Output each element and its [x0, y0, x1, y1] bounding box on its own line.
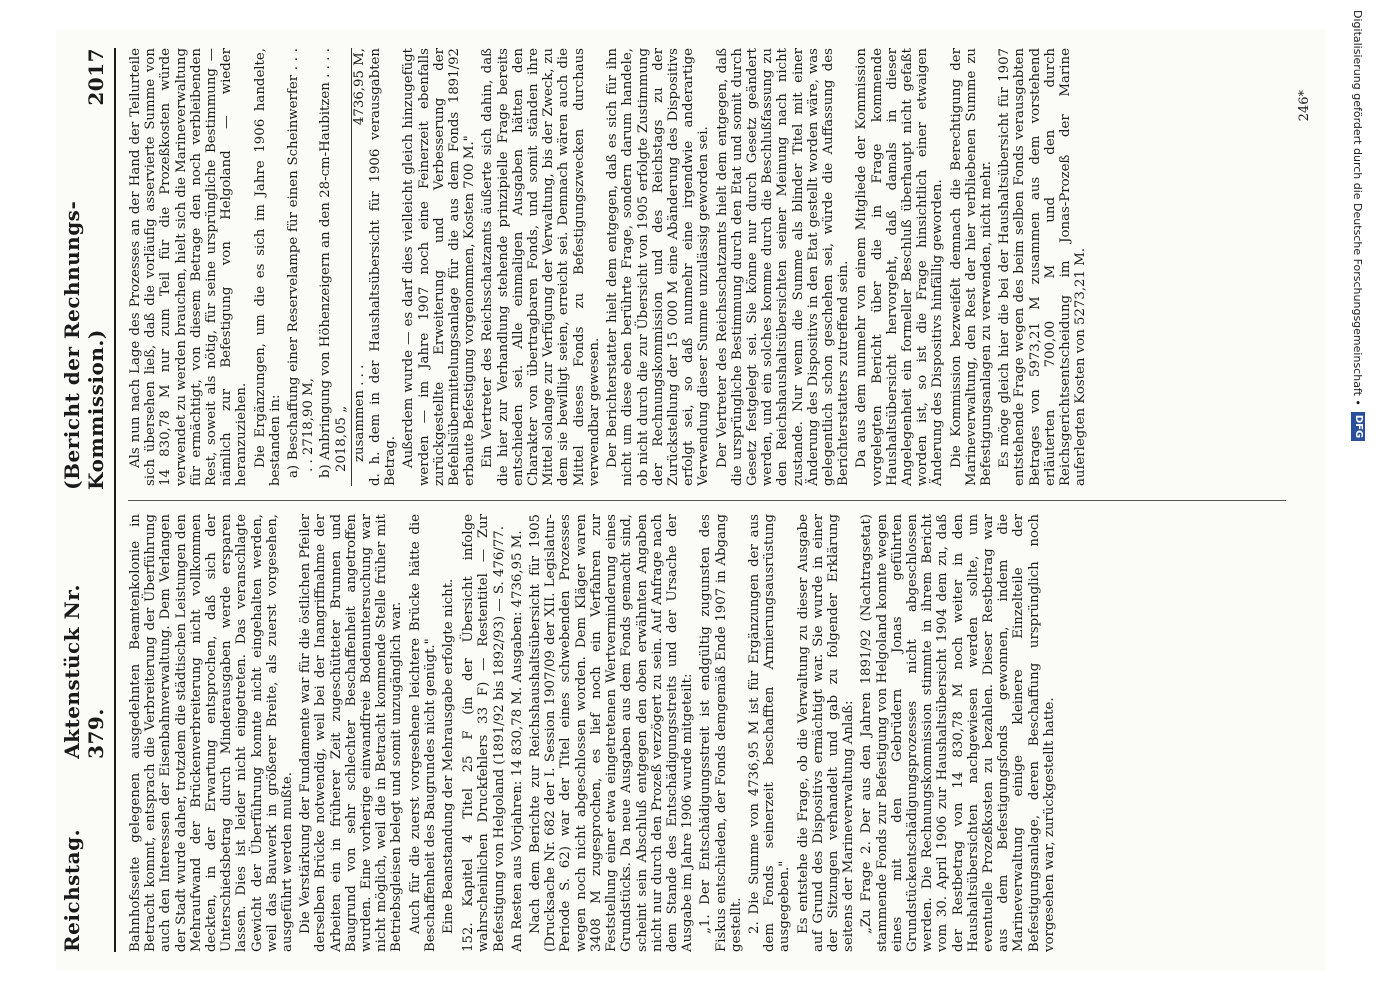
paragraph: Die Ergänzungen, um die es sich im Jahre 1906 handelte, bestanden in:: [252, 48, 283, 486]
column-divider: [128, 500, 1286, 501]
paragraph: Es möge gleich hier die bei der Haushaltsübersicht für 1907 entstehende Frage wegen des beim selben Fonds verausgabten Betrages von 5973,21 M zusammen aus dem vorstehend erläuterten 700,00 M und den durch Reichsgerichtsentscheidung im Jonas-Prozeß der Marine auferlegten Kosten von 5273,21 M.: [997, 48, 1089, 486]
dfg-logo: DFG: [1351, 412, 1365, 441]
header-parliament: Reichstag.: [60, 828, 84, 952]
paragraph: Eine Beanstandung der Mehrausgabe erfolgte nicht.: [441, 578, 457, 934]
paragraph: d. h. dem in der Haushaltsübersicht für 1906 verausgabten Betrag.: [368, 48, 399, 486]
paragraph: „Zu Frage 2. Der aus den Jahren 1891/92 (Nachtragsetat) stammende Fonds zur Befestigung von Helgoland konnte wegen eines mit den Gebrüdern Jonas geführten Grundstückentschädigungsprozesses nicht abgeschlossen werden. Die Rechnungskommission stimmte in ihrem Bericht vom 30. April 1906 zur Haushaltsübersicht 1904 dem zu, daß der Restbetrag von 14 830,78 M noch weiter in den Haushaltsübersichten nachgewiesen werden sollte, um eventuelle Prozeßkosten zu bezahlen. Dieser Restbetrag war aus dem Befestigungsfonds gewonnen, indem die Marineverwaltung einige kleinere Einzelteile der Befestigungsanlage, deren Beschaffung ursprünglich noch vorgesehen war, zurückgestellt hatte.: [859, 514, 1057, 952]
page-header: [60, 48, 108, 952]
digitization-note-text: Digitalisierung gefördert durch die Deutsche Forschungsgemeinschaft •: [1351, 10, 1365, 406]
page-number: 2017: [84, 48, 108, 106]
paragraph: Auch für die zuerst vorgesehene leichtere Brücke hätte die Beschaffenheit des Baugrundes nicht genügt.": [407, 514, 438, 952]
left-column: [128, 514, 1286, 952]
paragraph: Der Berichterstatter hielt dem entgegen, daß es sich für ihn nicht um diese eben berührte Frage, sondern darum handele, ob nicht durch die zur Übersicht von 1905 erfolgte Zustimmung der Rechnungskommission und des Reichstags zu der Zurückstellung der 15 000 M eine Abänderung des Dispositivs erfolgt sei, so daß nunmehr eine irgendwie anderartige Verwendung dieser Summe unzulässig geworden sei.: [605, 48, 712, 486]
page-footer-signature: 246*: [1297, 90, 1312, 122]
paragraph: „1. Der Entschädigungsstreit ist endgültig zugunsten des Fiskus entschieden, der Fonds demgemäß Ende 1907 in Abgang gestellt.: [698, 514, 744, 952]
paragraph: 2. Die Summe von 4736,95 M ist für Ergänzungen der aus dem Fonds seinerzeit beschafften Armierungsausrüstung ausgegeben.": [746, 514, 793, 952]
sum-row: [351, 48, 367, 486]
digitization-note: [1350, 10, 1366, 990]
paragraph: Als nun nach Lage des Prozesses an der Hand der Teilurteile sich übersehen ließ, daß die vorläufig asservierte Summe von 14 830,78 M nur zum Teil für die Prozeßkosten würde verwendet zu werden brauchen, hielt sich die Marineverwaltung für ermächtigt, von diesem Betrage den noch verbleibenden Rest, soweit als nötig, für seine ursprüngliche Bestimmung — nämlich zur Befestigung von Helgoland — wieder heranzuziehen.: [128, 48, 250, 486]
list-item: a) Beschaffung einer Reservelampe für einen Scheinwerfer . . . . . 2718,90 M,: [286, 48, 317, 478]
paragraph: An Resten aus Vorjahren: 14 830,78 M. Ausgaben: 4736,95 M.: [509, 530, 525, 952]
sum-label: zusammen . . .: [351, 364, 367, 462]
paragraph: Ein Vertreter des Reichsschatzamts äußerte sich dahin, daß die hier zur Verhandlung stehende prinzipielle Frage bereits entschieden sei. Alle einmaligen Ausgaben hätten den Charakter von übertragbaren Fonds, und somit ständen ihre Mittel solange zur Verfügung der Verwaltung, bis der Zweck, zu dem sie bewilligt seien, erreicht sei. Demnach wären auch die Mittel dieses Fonds zu Befestigungszwecken durchaus verwendbar gewesen.: [480, 48, 602, 486]
list-item: b) Anbringung von Höhenzeigern an den 28-cm-Haubitzen . . . . 2018,05 „: [318, 48, 349, 478]
header-document-number: Aktenstück Nr. 379.: [60, 584, 108, 759]
paragraph: Bahnhofsseite gelegenen ausgedehnten Beamtenkolonie in Betracht kommt, entsprach die Verbreiterung der Überführung auch den Interessen der Eisenbahnverwaltung. Dem Verlangen der Stadt wurde daher, trotzdem die städtischen Leistungen den Mehraufwand der Brückenverbreiterung nicht vollkommen deckten, in der Erwartung entsprochen, daß sich der Unterschiedsbetrag durch Minderausgaben werde ersparen lassen. Dies ist leider nicht eingetreten. Das veranschlagte Gewicht der Überführung konnte nicht eingehalten werden, weil das Bauwerk in größerer Breite, als zuerst vorgesehen, ausgeführt werden mußte.: [128, 514, 296, 952]
paragraph: Nach dem Berichte zur Reichshaushaltsübersicht für 1905 (Drucksache Nr. 682 der I. Session 1907/09 der XII. Legislatur-Periode S. 62) war der Titel eines schwebenden Prozesses wegen noch nicht abgeschlossen worden. Dem Kläger waren 3408 M zugesprochen, es lief noch ein Verfahren zur Feststellung einer etwa eingetretenen Wertverminderung eines Grundstücks. Da neue Ausgaben aus dem Fonds gemacht sind, scheint sein Abschluß entgegen den oben erwähnten Angaben nicht nur durch den Prozeß verzögert zu sein. Auf Anfrage nach dem Stande des Entschädigungsstreits und der Ursache der Ausgabe im Jahre 1906 wurde mitgeteilt:: [528, 514, 696, 952]
paragraph: Da aus dem nunmehr von einem Mitgliede der Kommission vorgelegten Bericht über die in Frage kommende Haushaltsübersicht hervorgeht, daß damals in dieser Angelegenheit ein formeller Beschluß überhaupt nicht gefaßt worden ist, so ist die Frage hinsichtlich einer etwaigen Änderung des Dispositivs hinfällig geworden.: [854, 48, 946, 486]
header-left-group: [60, 106, 108, 952]
section-heading: 152. Kapitel 4 Titel 25 F (in der Übersicht infolge wahrscheinlichen Druckfehlers 33 F) — Restentitel — Zur Befestigung von Helgoland (1891/92 bis 1892/93) — S. 476/77.: [461, 514, 507, 952]
document-page: [56, 30, 1326, 970]
paragraph: Außerdem wurde — es darf dies vielleicht gleich hinzugefügt werden — im Jahre 1907 noch eine Feinerzeit ebenfalls zurückgestellte Erweiterung und Verbesserung der Befehlsübermittelungsanlage für die aus dem Fonds 1891/92 erbaute Befestigung vorgenommen, Kosten 700 M.": [401, 48, 478, 486]
paragraph: Die Verstärkung der Fundamente war für die östlichen Pfeiler derselben Brücke notwendig, weil bei der Inangriffnahme der Arbeiten ein in früherer Zeit zugeschütteter Brunnen und Baugrund von sehr schlechter Beschaffenheit angetroffen wurden. Eine vorherige einwandfreie Bodenuntersuchung war nicht möglich, weil die in Betracht kommende Stelle früher mit Betriebsgleisen belegt und somit unzugänglich war.: [298, 514, 405, 952]
paragraph: Es entstehe die Frage, ob die Verwaltung zu dieser Ausgabe auf Grund des Dispositivs ermächtigt war. Sie wurde in einer der Sitzungen verhandelt und gab zu folgender Erklärung seitens der Marineverwaltung Anlaß:: [795, 514, 857, 952]
paragraph: Der Vertreter des Reichsschatzamts hielt dem entgegen, daß die ursprüngliche Bestimmung durch den Etat und somit durch Gesetz festgelegt sei. Sie könne nur durch Gesetz geändert werden, und ein solches komme durch die Beschlußfassung zu den Reichshaushaltsübersichten seiner Meinung nach nicht zustande. Nur wenn die Summe als blinder Titel mit einer Änderung des Dispositivs in den Etat gestellt worden wäre, was gelegentlich schon geschehen sei, würde die Auffassung des Berichterstatters zutreffend sein.: [714, 48, 852, 486]
paragraph: Die Kommission bezweifelt demnach die Berechtigung der Marineverwaltung, den Rest der hier verbliebenen Summe zu Befestigungsanlagen zu verwenden, nicht mehr.: [948, 48, 994, 486]
header-rule: [114, 48, 116, 952]
header-report-title: (Bericht der Rechnungs-Kommission.): [60, 200, 108, 490]
right-column: [128, 48, 1286, 486]
sum-value: 4736,95 M,: [351, 48, 367, 126]
